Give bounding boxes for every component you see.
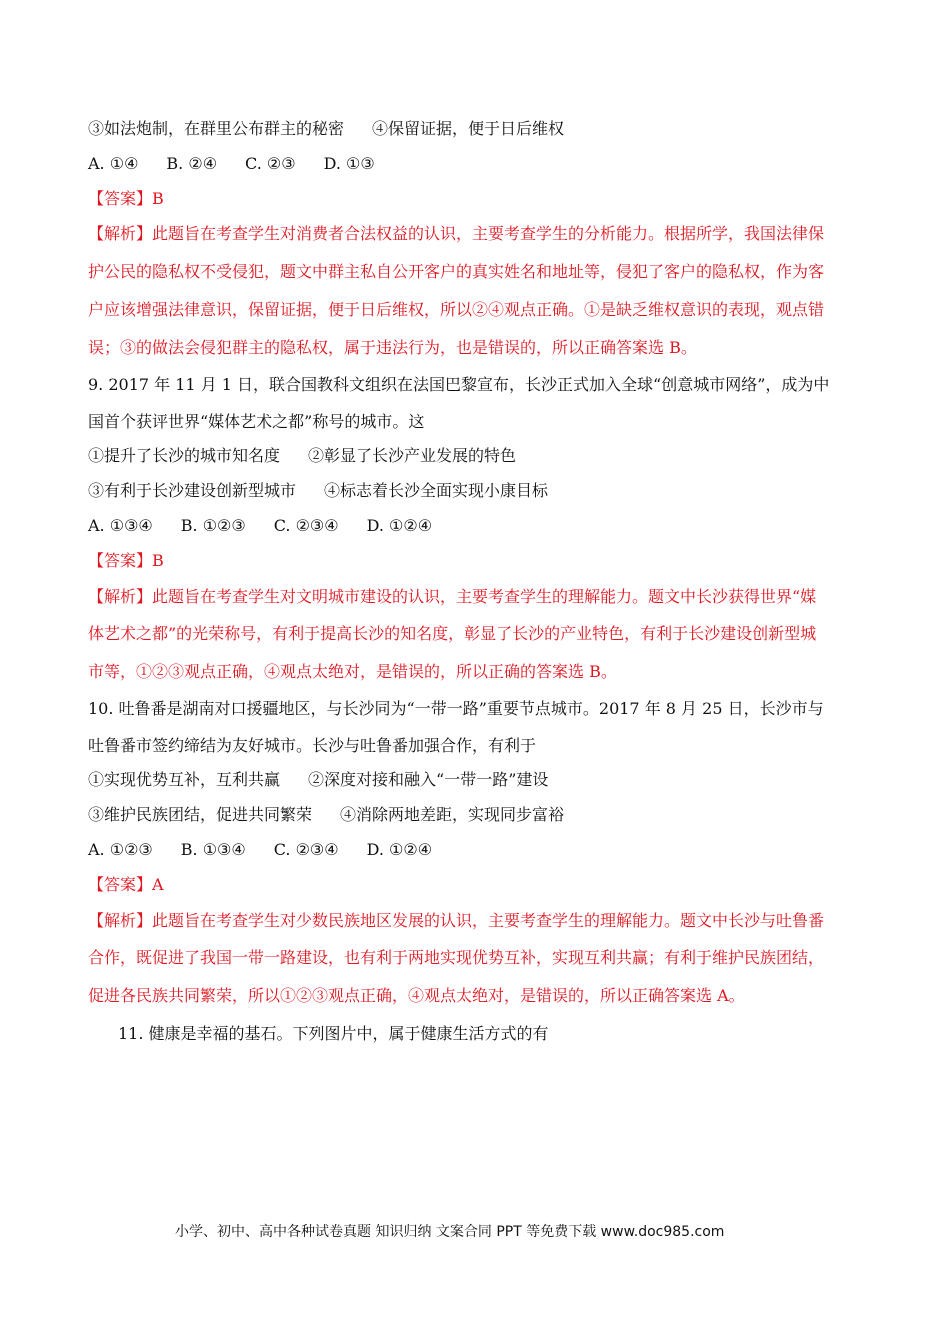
q9-analysis-line-1: 【解析】此题旨在考查学生对文明城市建设的认识，主要考查学生的理解能力。题文中长沙获得世界“媒	[88, 587, 817, 606]
q10-options-row-1	[88, 770, 548, 790]
q9-choice-a: A. ①③④	[88, 516, 153, 535]
q10-option-3: ③维护民族团结，促进共同繁荣	[88, 805, 313, 824]
q8-analysis-line-1: 【解析】此题旨在考查学生对消费者合法权益的认识，主要考查学生的分析能力。根据所学，我国法律保	[88, 224, 825, 243]
q9-option-2: ②彰显了长沙产业发展的特色	[308, 446, 517, 465]
q8-answer: 【答案】B	[88, 189, 164, 208]
q11-stem: 11. 健康是幸福的基石。下列图片中，属于健康生活方式的有	[118, 1024, 549, 1043]
q8-option-3: ③如法炮制，在群里公布群主的秘密	[88, 119, 345, 138]
q10-choice-c: C. ②③④	[273, 840, 339, 859]
q9-choice-c: C. ②③④	[273, 516, 339, 535]
q10-choices	[88, 840, 432, 860]
q8-choice-b: B. ②④	[166, 154, 218, 173]
q8-choice-a: A. ①④	[88, 154, 139, 173]
q10-option-1: ①实现优势互补，互利共赢	[88, 770, 281, 789]
page-footer: 小学、初中、高中各种试卷真题 知识归纳 文案合同 PPT 等免费下载 www.doc985.com	[175, 1224, 725, 1240]
q9-options-row-2	[88, 481, 548, 501]
q10-choice-a: A. ①②③	[88, 840, 153, 859]
q10-stem-line-2: 吐鲁番市签约缔结为友好城市。长沙与吐鲁番加强合作，有利于	[88, 736, 537, 755]
q9-option-1: ①提升了长沙的城市知名度	[88, 446, 281, 465]
q8-analysis-line-2: 护公民的隐私权不受侵犯，题文中群主私自公开客户的真实姓名和地址等，侵犯了客户的隐私权，作为客	[88, 262, 825, 281]
q8-options-line	[88, 119, 564, 139]
q9-stem-line-1: 9. 2017 年 11 月 1 日，联合国教科文组织在法国巴黎宣布，长沙正式加入全球“创意城市网络”，成为中	[88, 375, 830, 394]
q10-answer: 【答案】A	[88, 875, 164, 894]
q10-stem-line-1: 10. 吐鲁番是湖南对口援疆地区，与长沙同为“一带一路”重要节点城市。2017 年 8 月 25 日，长沙市与	[88, 699, 824, 718]
q9-analysis-line-3: 市等，①②③观点正确，④观点太绝对，是错误的，所以正确的答案选 B。	[88, 662, 617, 681]
q10-choice-d: D. ①②④	[366, 840, 433, 859]
q8-choice-c: C. ②③	[245, 154, 296, 173]
q8-analysis-line-3: 户应该增强法律意识，保留证据，便于日后维权，所以②④观点正确。①是缺乏维权意识的表现，观点错	[88, 300, 825, 319]
q8-option-4: ④保留证据，便于日后维权	[372, 119, 565, 138]
q8-choices	[88, 154, 375, 174]
q9-choices	[88, 516, 432, 536]
q10-options-row-2	[88, 805, 564, 825]
q10-choice-b: B. ①③④	[180, 840, 246, 859]
q9-choice-d: D. ①②④	[366, 516, 433, 535]
q9-answer: 【答案】B	[88, 551, 164, 570]
q9-option-3: ③有利于长沙建设创新型城市	[88, 481, 297, 500]
q10-analysis-line-1: 【解析】此题旨在考查学生对少数民族地区发展的认识，主要考查学生的理解能力。题文中长沙与吐鲁番	[88, 911, 825, 930]
q9-stem-line-2: 国首个获评世界“媒体艺术之都”称号的城市。这	[88, 412, 425, 431]
q9-options-row-1	[88, 446, 516, 466]
q10-analysis-line-2: 合作，既促进了我国一带一路建设，也有利于两地实现优势互补，实现互利共赢；有利于维护民族团结，	[88, 948, 825, 967]
q10-option-2: ②深度对接和融入“一带一路”建设	[308, 770, 549, 789]
q9-choice-b: B. ①②③	[180, 516, 246, 535]
q9-analysis-line-2: 体艺术之都”的光荣称号，有利于提高长沙的知名度，彰显了长沙的产业特色，有利于长沙建设创新型城	[88, 624, 817, 643]
q8-analysis-line-4: 误；③的做法会侵犯群主的隐私权，属于违法行为，也是错误的，所以正确答案选 B。	[88, 338, 697, 357]
q10-option-4: ④消除两地差距，实现同步富裕	[340, 805, 565, 824]
q8-choice-d: D. ①③	[323, 154, 375, 173]
q9-option-4: ④标志着长沙全面实现小康目标	[324, 481, 549, 500]
q10-analysis-line-3: 促进各民族共同繁荣，所以①②③观点正确，④观点太绝对，是错误的，所以正确答案选 A。	[88, 986, 745, 1005]
